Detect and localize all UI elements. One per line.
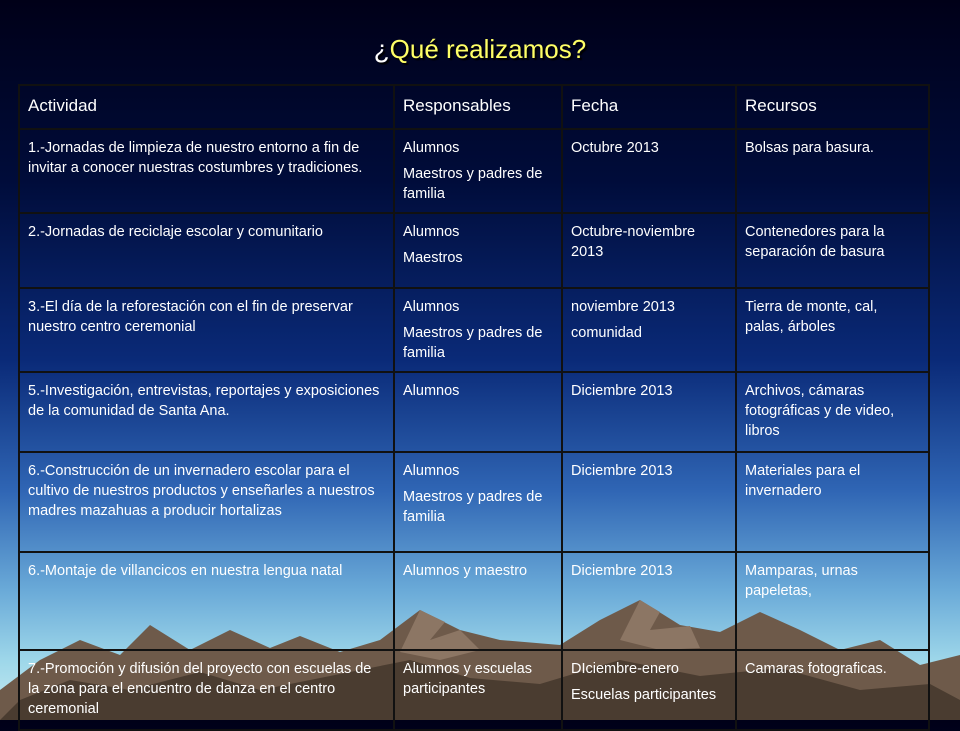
fecha-line: Octubre 2013 <box>571 140 659 156</box>
cell-responsables <box>394 650 562 730</box>
table-row <box>19 129 929 213</box>
cell-recursos: Tierra de monte, cal, palas, árboles <box>736 288 929 372</box>
cell-fecha <box>562 372 736 452</box>
cell-recursos: Camaras fotograficas. <box>736 650 929 730</box>
table-row <box>19 213 929 288</box>
cell-recursos: Contenedores para la separación de basura <box>736 213 929 288</box>
cell-fecha <box>562 288 736 372</box>
cell-responsables <box>394 213 562 288</box>
cell-fecha <box>562 552 736 650</box>
cell-recursos: Materiales para el invernadero <box>736 452 929 552</box>
cell-fecha <box>562 650 736 730</box>
fecha-line: Diciembre 2013 <box>571 383 673 399</box>
responsable-line: Alumnos <box>403 383 460 399</box>
cell-responsables <box>394 288 562 372</box>
cell-responsables <box>394 372 562 452</box>
cell-recursos: Bolsas para basura. <box>736 129 929 213</box>
fecha-line: Octubre-noviembre 2013 <box>571 224 696 260</box>
cell-responsables <box>394 129 562 213</box>
slide-title <box>0 34 960 65</box>
responsable-line: Alumnos <box>403 463 460 479</box>
table-row <box>19 288 929 372</box>
cell-fecha <box>562 129 736 213</box>
cell-fecha <box>562 452 736 552</box>
cell-actividad: 5.-Investigación, entrevistas, reportajes y exposiciones de la comunidad de Santa Ana. <box>19 372 394 452</box>
header-row <box>19 85 929 129</box>
responsable-line: Alumnos <box>403 140 460 156</box>
responsable-line: Alumnos <box>403 299 460 315</box>
fecha-line: Diciembre 2013 <box>571 463 673 479</box>
activities-table <box>18 84 930 731</box>
cell-actividad: 2.-Jornadas de reciclaje escolar y comunitario <box>19 213 394 288</box>
cell-actividad: 6.-Construcción de un invernadero escolar para el cultivo de nuestros productos y enseñarles a nuestros madres mazahuas a producir hortalizas <box>19 452 394 552</box>
header-actividad: Actividad <box>19 85 394 129</box>
cell-actividad: 3.-El día de la reforestación con el fin de preservar nuestro centro ceremonial <box>19 288 394 372</box>
title-question-mark: ¿ <box>373 34 390 64</box>
fecha-line: Escuelas participantes <box>571 687 717 703</box>
header-fecha: Fecha <box>562 85 736 129</box>
fecha-line: DIciembre-enero <box>571 661 679 677</box>
fecha-line: Diciembre 2013 <box>571 563 673 579</box>
cell-actividad: 7.-Promoción y difusión del proyecto con escuelas de la zona para el encuentro de danza en el centro ceremonial <box>19 650 394 730</box>
responsable-line: Alumnos <box>403 224 460 240</box>
responsable-line: Alumnos y maestro <box>403 563 528 579</box>
cell-responsables <box>394 452 562 552</box>
fecha-line: comunidad <box>571 325 642 341</box>
cell-responsables <box>394 552 562 650</box>
fecha-line: noviembre 2013 <box>571 299 675 315</box>
responsable-line: Maestros <box>403 250 463 266</box>
responsable-line: Alumnos y escuelas participantes <box>403 661 532 697</box>
header-recursos: Recursos <box>736 85 929 129</box>
cell-actividad: 1.-Jornadas de limpieza de nuestro entorno a fin de invitar a conocer nuestras costumbres y tradiciones. <box>19 129 394 213</box>
header-responsables: Responsables <box>394 85 562 129</box>
title-text: Qué realizamos? <box>389 34 587 64</box>
responsable-line: Maestros y padres de familia <box>403 325 543 361</box>
table-row <box>19 372 929 452</box>
cell-recursos: Archivos, cámaras fotográficas y de video, libros <box>736 372 929 452</box>
table-row <box>19 552 929 650</box>
cell-recursos: Mamparas, urnas papeletas, <box>736 552 929 650</box>
cell-fecha <box>562 213 736 288</box>
cell-actividad: 6.-Montaje de villancicos en nuestra lengua natal <box>19 552 394 650</box>
responsable-line: Maestros y padres de familia <box>403 489 543 525</box>
table-row <box>19 650 929 730</box>
responsable-line: Maestros y padres de familia <box>403 166 543 202</box>
table-row <box>19 452 929 552</box>
